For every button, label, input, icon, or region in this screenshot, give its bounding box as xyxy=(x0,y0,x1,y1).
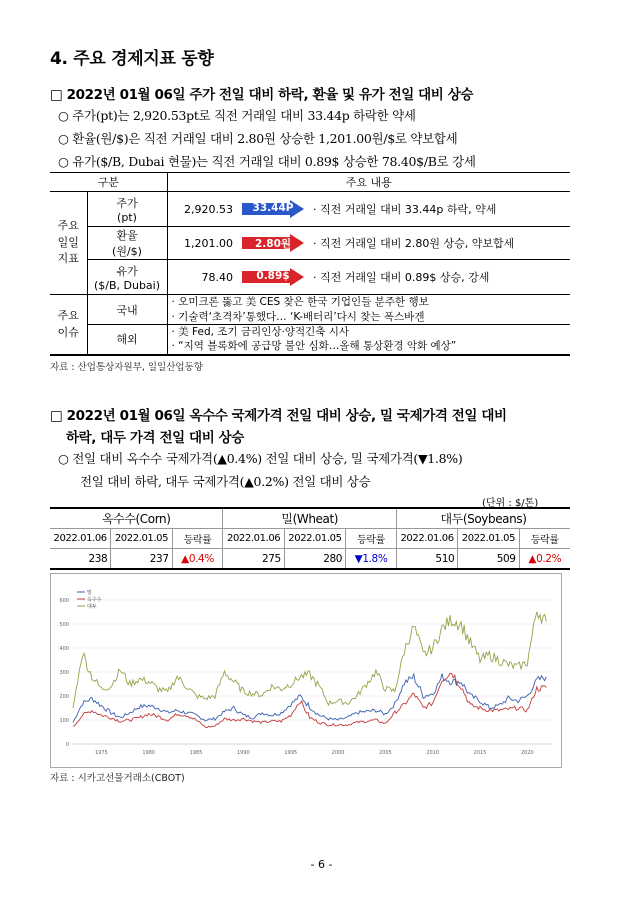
row-oil-value: 78.40 xyxy=(167,260,237,295)
x-tick-label: 1975 xyxy=(95,750,108,756)
issue-domestic-line2: · 기술력‘초격차’통했다… ‘K-배터리’다시 찾는 폭스바겐 xyxy=(171,310,425,323)
daily-indicator-table xyxy=(50,172,570,356)
grain-price-chart xyxy=(50,573,562,768)
oil-change: 0.89$ xyxy=(256,270,290,282)
legend-label: 옥수수 xyxy=(87,597,102,603)
series-line-0 xyxy=(73,674,546,723)
issue-foreign-line2: · “지역 블록화에 공급망 불안 심화…올해 통상환경 악화 예상” xyxy=(171,340,457,353)
soy-rate: ▲0.2% xyxy=(519,549,570,570)
wheat-v1: 275 xyxy=(223,549,284,570)
part2-heading-line2: 하락, 대두 가격 전일 대비 상승 xyxy=(66,430,244,446)
part2-bullet-line2: 전일 대비 하락, 대두 국제가격(▲0.2%) 전일 대비 상승 xyxy=(80,474,371,489)
bullet-oil: ○ 유가($/B, Dubai 현물)는 직전 거래일 대비 0.89$ 상승한 78.40$/B로 강세 xyxy=(58,154,476,169)
exchange-up-arrow-icon xyxy=(242,234,304,252)
legend-label: 대두 xyxy=(87,604,97,610)
soy-v1: 510 xyxy=(396,549,457,570)
source-part1: 자료 : 산업통상자원부, 일일산업동향 xyxy=(50,362,203,373)
y-tick-label: 0 xyxy=(65,742,69,748)
part2-bullet-line1: ○ 전일 대비 옥수수 국제가격(▲0.4%) 전일 대비 상승, 밀 국제가격(▼1.8%) xyxy=(58,451,463,466)
wheat-v2: 280 xyxy=(284,549,345,570)
x-tick-label: 1995 xyxy=(284,750,298,756)
y-tick-label: 100 xyxy=(59,718,69,724)
bullet-stock: ○ 주가(pt)는 2,920.53pt로 직전 거래일 대비 33.44p 하락한 약세 xyxy=(58,108,416,123)
x-tick-label: 2015 xyxy=(473,750,487,756)
soy-v2: 509 xyxy=(458,549,519,570)
x-tick-label: 1990 xyxy=(237,750,250,756)
issue-foreign-line1: · 美 Fed, 조기 금리인상·양적긴축 시사 xyxy=(171,326,350,339)
corn-header: 옥수수(Corn) xyxy=(50,508,223,529)
x-tick-label: 1980 xyxy=(142,750,156,756)
stock-change: 33.44P xyxy=(252,202,294,214)
wheat-date2: 2022.01.05 xyxy=(284,529,345,549)
stock-down-arrow-icon xyxy=(242,200,304,218)
bullet-exchange: ○ 환율(원/$)은 직전 거래일 대비 2.80원 상승한 1,201.00원/$로 약보합세 xyxy=(58,131,458,146)
legend-label: 밀 xyxy=(87,590,92,596)
x-tick-label: 2010 xyxy=(426,750,440,756)
corn-rate-label: 등락률 xyxy=(172,529,223,549)
x-tick-label: 2005 xyxy=(378,750,392,756)
part1-heading: □ 2022년 01월 06일 주가 전일 대비 하락, 환율 및 유가 전일 대비 상승 xyxy=(50,87,474,103)
soy-date1: 2022.01.06 xyxy=(396,529,457,549)
head-gubun: 구분 xyxy=(50,173,167,192)
grain-price-table xyxy=(50,507,570,570)
section-title: 4. 주요 경제지표 동향 xyxy=(50,49,214,69)
y-tick-label: 600 xyxy=(59,598,69,604)
soy-header: 대두(Soybeans) xyxy=(396,508,570,529)
row-oil-name: 유가 ($/B, Dubai) xyxy=(87,260,167,295)
y-tick-label: 500 xyxy=(59,622,69,628)
corn-date2: 2022.01.05 xyxy=(111,529,172,549)
y-tick-label: 300 xyxy=(59,670,69,676)
exchange-change: 2.80원 xyxy=(254,238,292,250)
source-part2: 자료 : 시카고선물거래소(CBOT) xyxy=(50,773,185,784)
issue-domestic-line1: · 오미크론 뚫고 美 CES 찾은 한국 기업인들 분주한 행보 xyxy=(171,296,429,309)
y-tick-label: 400 xyxy=(59,646,69,652)
grain-price-chart-svg xyxy=(51,574,561,767)
series-line-1 xyxy=(73,673,546,727)
row-exchange-value: 1,201.00 xyxy=(167,227,237,260)
issue-domestic-name: 국내 xyxy=(87,295,167,325)
group-issues: 주요 이슈 xyxy=(50,295,87,355)
row-oil-desc: · 직전 거래일 대비 0.89$ 상승, 강세 xyxy=(309,260,570,295)
row-stock-name: 주가 (pt) xyxy=(87,192,167,227)
head-content: 주요 내용 xyxy=(167,173,570,192)
x-tick-label: 2000 xyxy=(331,750,345,756)
series-line-2 xyxy=(73,612,546,708)
row-stock-value: 2,920.53 xyxy=(167,192,237,227)
page-number: - 6 - xyxy=(310,858,333,871)
wheat-rate-label: 등락률 xyxy=(346,529,397,549)
soy-date2: 2022.01.05 xyxy=(458,529,519,549)
wheat-header: 밀(Wheat) xyxy=(223,508,396,529)
row-stock-desc: · 직전 거래일 대비 33.44p 하락, 약세 xyxy=(309,192,570,227)
corn-v2: 237 xyxy=(111,549,172,570)
row-exchange-name: 환율 (원/$) xyxy=(87,227,167,260)
wheat-date1: 2022.01.06 xyxy=(223,529,284,549)
corn-rate: ▲0.4% xyxy=(172,549,223,570)
corn-v1: 238 xyxy=(50,549,111,570)
x-tick-label: 2020 xyxy=(520,750,534,756)
issue-foreign-name: 해외 xyxy=(87,325,167,355)
y-tick-label: 200 xyxy=(59,694,69,700)
soy-rate-label: 등락률 xyxy=(519,529,570,549)
group-daily: 주요 일일 지표 xyxy=(50,192,87,295)
part2-heading-line1: □ 2022년 01월 06일 옥수수 국제가격 전일 대비 상승, 밀 국제가격 전일 대비 xyxy=(50,408,507,424)
corn-date1: 2022.01.06 xyxy=(50,529,111,549)
row-exchange-desc: · 직전 거래일 대비 2.80원 상승, 약보합세 xyxy=(309,227,570,260)
unit-label: (단위 : $/톤) xyxy=(482,498,539,509)
wheat-rate: ▼1.8% xyxy=(346,549,397,570)
oil-up-arrow-icon xyxy=(242,268,304,286)
x-tick-label: 1985 xyxy=(189,750,203,756)
